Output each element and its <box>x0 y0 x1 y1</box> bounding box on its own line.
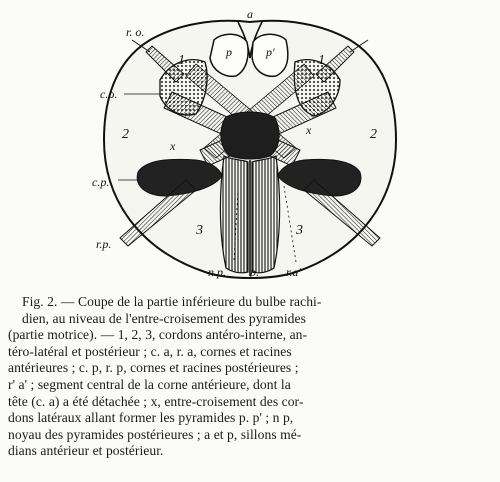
caption-line: téro-latéral et postérieur ; c. a, r. a, cornes et racines <box>8 343 292 359</box>
label-ra: r.a' <box>286 265 301 279</box>
caption-line: r' a' ; segment central de la corne antérieure, dont la <box>8 376 291 392</box>
label-x-right: x <box>306 123 312 137</box>
zone-3-left: 3 <box>196 223 203 238</box>
caption-line: tête (c. a) a été détachée ; x, entre-croisement des cor- <box>8 393 304 409</box>
zone-1-left: 1 <box>178 53 185 68</box>
caption-line: noyau des pyramides postérieures ; a et p, sillons mé- <box>8 426 302 442</box>
label-p-bottom: p. <box>250 265 259 279</box>
label-a: a <box>247 7 253 21</box>
label-p-prime-top: p' <box>266 45 275 59</box>
label-rp: r.p. <box>96 237 112 251</box>
caption-line: dien, au niveau de l'entre-croisement des pyramides <box>22 310 306 326</box>
posterior-column-right <box>252 156 280 273</box>
label-co: c.o. <box>100 87 118 101</box>
posterior-column-left <box>220 156 248 273</box>
zone-3-right: 3 <box>296 223 303 238</box>
figure-caption <box>8 294 492 460</box>
caption-line: Fig. 2. — Coupe de la partie inférieure du bulbe rachi- <box>22 294 322 309</box>
caption-line: (partie motrice). — 1, 2, 3, cordons antéro-interne, an- <box>8 327 308 343</box>
label-np: n.p. <box>208 265 226 279</box>
label-cp: c.p. <box>92 175 110 189</box>
zone-2-right: 2 <box>370 127 377 142</box>
caption-line: antérieures ; c. p, r. p, cornes et racines postérieures ; <box>8 360 299 376</box>
central-grey-commissure <box>221 112 279 159</box>
label-ro: r. o. <box>126 25 145 39</box>
zone-2-left: 2 <box>122 127 129 142</box>
label-x-left: x <box>170 139 176 153</box>
caption-line: dons latéraux allant former les pyramides p. p' ; n p, <box>8 410 294 426</box>
caption-line: dians antérieur et postérieur. <box>8 443 164 459</box>
label-p-top: p <box>226 45 232 59</box>
zone-1-right: 1 <box>318 53 325 68</box>
